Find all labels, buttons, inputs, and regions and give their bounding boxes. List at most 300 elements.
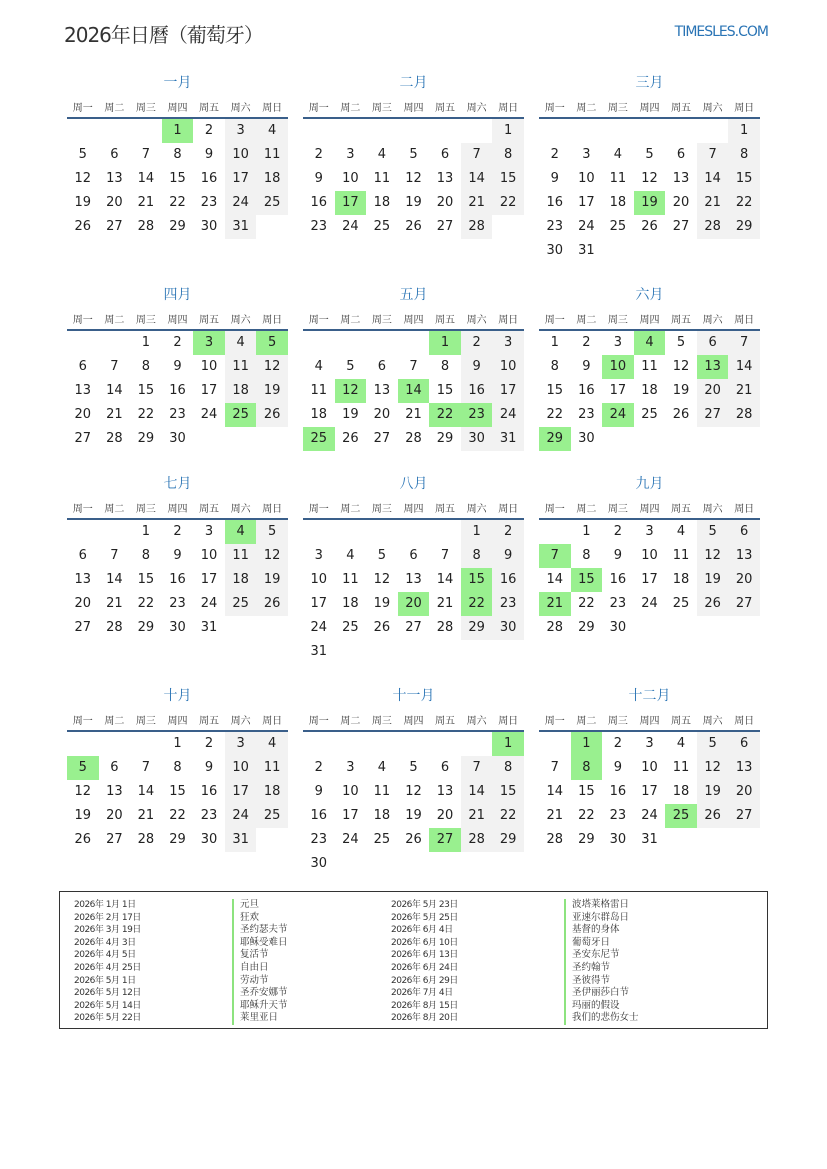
day-cell: 19 [672, 383, 690, 398]
day-cell: 27 [373, 431, 391, 446]
day-cell: 16 [169, 383, 186, 398]
holiday-name: 亚速尔群岛日 [564, 912, 639, 925]
day-cell: 13 [728, 756, 760, 780]
holiday-date: 2026年 6月 24日 [391, 962, 458, 973]
weekday-label: 周四 [403, 504, 424, 515]
day-cell: 2 [204, 123, 214, 138]
day-cell: 23 [578, 407, 595, 422]
day-cell: 13 [728, 544, 760, 568]
holiday-date: 2026年 4月 5日 [74, 950, 136, 961]
day-cell: 21 [546, 808, 564, 823]
day-cell: 3 [645, 524, 654, 539]
weekday-label: 周六 [702, 103, 723, 114]
day-cell: 25 [225, 592, 257, 616]
day-cell: 18 [672, 572, 690, 587]
day-cell: 4 [256, 119, 288, 143]
day-cell: 2 [582, 335, 591, 350]
weekday-label: 周二 [576, 103, 597, 114]
holiday-name: 基督的身体 [564, 924, 639, 937]
day-cell: 21 [461, 191, 493, 215]
holiday-date: 2026年 5月 12日 [74, 988, 141, 999]
holiday-date: 2026年 5月 1日 [74, 975, 136, 986]
day-cell: 7 [110, 548, 119, 563]
day-cell: 30 [461, 427, 493, 451]
day-cell: 9 [582, 359, 591, 374]
month-title: 五月 [399, 287, 428, 303]
weekday-label: 周一 [308, 716, 329, 727]
weekday-label: 周四 [167, 716, 188, 727]
holiday-dates-col-1 [74, 899, 141, 1025]
day-cell: 10 [225, 756, 257, 780]
day-cell: 8 [440, 359, 450, 374]
day-cell: 29 [436, 431, 454, 446]
day-cell: 24 [310, 620, 328, 635]
weekday-label: 周三 [371, 103, 392, 114]
month-title: 七月 [163, 476, 192, 492]
day-cell: 2 [461, 331, 493, 355]
day-cell: 12 [373, 572, 391, 587]
day-cell: 20 [74, 596, 92, 611]
day-cell: 26 [342, 431, 359, 446]
weekday-label: 周三 [135, 103, 156, 114]
holiday-name: 波塔莱格雷日 [564, 899, 639, 912]
day-cell: 23 [310, 832, 328, 847]
day-cell: 11 [256, 756, 288, 780]
day-cell: 17 [492, 379, 524, 403]
day-cell: 11 [609, 171, 627, 186]
weekday-label: 周日 [734, 103, 755, 114]
day-cell: 19 [405, 195, 422, 210]
day-cell: 17 [200, 383, 218, 398]
holiday-date: 2026年 5月 25日 [391, 912, 458, 923]
day-cell: 30 [310, 856, 328, 871]
day-cell: 2 [613, 524, 623, 539]
day-cell: 28 [697, 215, 729, 239]
weekday-label: 周六 [466, 716, 487, 727]
weekday-label: 周六 [702, 716, 723, 727]
day-cell: 20 [728, 568, 760, 592]
day-cell: 2 [314, 147, 323, 162]
day-cell: 21 [697, 191, 729, 215]
day-cell: 2 [613, 736, 623, 751]
weekday-label: 周三 [607, 103, 628, 114]
site-link[interactable]: TIMESLES.COM [674, 24, 768, 40]
day-cell: 8 [173, 760, 182, 775]
day-cell: 12 [641, 171, 658, 186]
day-cell: 20 [672, 195, 690, 210]
weekday-label: 周一 [72, 103, 93, 114]
weekday-label: 周二 [104, 315, 125, 326]
weekday-label: 周日 [262, 315, 283, 326]
day-cell: 31 [578, 243, 595, 258]
holiday-date: 2026年 2月 17日 [74, 912, 141, 923]
day-cell: 27 [106, 832, 123, 847]
day-cell: 17 [225, 780, 257, 804]
weekday-label: 周二 [340, 315, 361, 326]
day-cell: 29 [728, 215, 760, 239]
day-cell: 20 [398, 592, 430, 616]
month-title: 十月 [163, 688, 192, 704]
day-cell: 28 [546, 620, 564, 635]
day-cell: 12 [405, 784, 422, 799]
day-cell: 22 [492, 804, 524, 828]
day-cell: 4 [377, 760, 387, 775]
weekday-label: 周一 [308, 103, 329, 114]
weekday-label: 周五 [671, 315, 692, 326]
day-cell: 28 [137, 219, 155, 234]
day-cell: 20 [106, 808, 123, 823]
day-cell: 31 [225, 828, 257, 852]
day-cell: 25 [373, 832, 391, 847]
day-cell: 6 [110, 147, 119, 162]
day-cell: 7 [461, 143, 493, 167]
day-cell: 21 [436, 596, 454, 611]
holiday-name: 劳动节 [232, 975, 288, 988]
day-cell: 29 [169, 219, 186, 234]
day-cell: 8 [173, 147, 182, 162]
day-cell: 27 [429, 828, 461, 852]
day-cell: 2 [204, 736, 214, 751]
day-cell: 20 [74, 407, 92, 422]
day-cell: 1 [162, 119, 194, 143]
day-cell: 24 [641, 596, 658, 611]
weekday-label: 周四 [639, 504, 660, 515]
day-cell: 19 [634, 191, 666, 215]
weekday-label: 周五 [671, 103, 692, 114]
day-cell: 3 [346, 760, 355, 775]
weekday-label: 周一 [544, 315, 565, 326]
day-cell: 12 [74, 784, 92, 799]
day-cell: 29 [461, 616, 493, 640]
day-cell: 25 [342, 620, 359, 635]
day-cell: 10 [310, 572, 328, 587]
day-cell: 10 [578, 171, 595, 186]
day-cell: 16 [578, 383, 595, 398]
weekday-label: 周三 [135, 716, 156, 727]
day-cell: 22 [546, 407, 564, 422]
day-cell: 20 [697, 379, 729, 403]
day-cell: 3 [492, 331, 524, 355]
holiday-name: 莱里亚日 [232, 1012, 288, 1025]
day-cell: 11 [342, 572, 359, 587]
day-cell: 27 [697, 403, 729, 427]
day-cell: 22 [137, 407, 155, 422]
day-cell: 14 [137, 784, 155, 799]
day-cell: 11 [672, 548, 690, 563]
day-cell: 2 [492, 520, 524, 544]
day-cell: 30 [546, 243, 564, 258]
day-cell: 9 [204, 147, 214, 162]
day-cell: 8 [550, 359, 559, 374]
day-cell: 15 [169, 171, 186, 186]
weekday-label: 周五 [199, 315, 220, 326]
weekday-label: 周五 [199, 716, 220, 727]
day-cell: 16 [492, 568, 524, 592]
weekday-label: 周日 [734, 315, 755, 326]
weekday-label: 周六 [466, 504, 487, 515]
day-cell: 17 [342, 808, 359, 823]
weekday-label: 周二 [104, 504, 125, 515]
day-cell: 11 [225, 544, 257, 568]
day-cell: 26 [405, 832, 422, 847]
day-cell: 19 [373, 596, 391, 611]
day-cell: 23 [546, 219, 564, 234]
day-cell: 2 [173, 524, 182, 539]
weekday-label: 周三 [135, 315, 156, 326]
holiday-date: 2026年 5月 14日 [74, 1000, 141, 1011]
day-cell: 17 [578, 195, 595, 210]
day-cell: 29 [137, 620, 155, 635]
day-cell: 22 [137, 596, 155, 611]
day-cell: 20 [728, 780, 760, 804]
day-cell: 26 [256, 592, 288, 616]
month-block [67, 473, 288, 673]
day-cell: 18 [256, 167, 288, 191]
day-cell: 8 [728, 143, 760, 167]
day-cell: 11 [373, 784, 391, 799]
day-cell: 19 [697, 780, 729, 804]
day-cell: 14 [461, 780, 493, 804]
day-cell: 5 [377, 548, 387, 563]
day-cell: 8 [141, 359, 151, 374]
day-cell: 14 [728, 355, 760, 379]
day-cell: 26 [256, 403, 288, 427]
day-cell: 25 [672, 596, 690, 611]
day-cell: 22 [429, 403, 461, 427]
day-cell: 22 [169, 808, 186, 823]
day-cell: 1 [582, 524, 591, 539]
day-cell: 20 [436, 808, 454, 823]
page-title: 2026年日曆（葡萄牙） [64, 23, 263, 47]
weekday-label: 周四 [639, 716, 660, 727]
day-cell: 29 [578, 832, 595, 847]
month-block [67, 284, 288, 484]
holiday-date: 2026年 1月 1日 [74, 900, 136, 910]
header-rule [303, 117, 524, 119]
day-cell: 18 [609, 195, 627, 210]
day-cell: 20 [436, 195, 454, 210]
weekday-label: 周五 [199, 103, 220, 114]
day-cell: 6 [78, 548, 87, 563]
day-cell: 27 [74, 620, 92, 635]
day-cell: 31 [200, 620, 218, 635]
day-cell: 10 [602, 355, 634, 379]
weekday-label: 周四 [639, 315, 660, 326]
holiday-date: 2026年 6月 10日 [391, 937, 458, 948]
holiday-date: 2026年 4月 3日 [74, 937, 136, 948]
day-cell: 19 [342, 407, 359, 422]
holiday-name: 圣安东尼节 [564, 949, 639, 962]
weekday-label: 周六 [466, 315, 487, 326]
day-cell: 2 [314, 760, 323, 775]
day-cell: 24 [225, 804, 257, 828]
holiday-name: 圣约翰节 [564, 962, 639, 975]
day-cell: 5 [409, 147, 418, 162]
day-cell: 13 [106, 171, 123, 186]
day-cell: 15 [578, 784, 595, 799]
day-cell: 14 [697, 167, 729, 191]
day-cell: 24 [342, 219, 359, 234]
weekday-label: 周一 [544, 716, 565, 727]
day-cell: 21 [728, 379, 760, 403]
day-cell: 24 [342, 832, 359, 847]
day-cell: 7 [141, 147, 151, 162]
holiday-date: 2026年 5月 22日 [74, 1013, 141, 1024]
month-title: 十一月 [392, 688, 435, 704]
day-cell: 18 [342, 596, 359, 611]
day-cell: 1 [141, 335, 151, 350]
day-cell: 6 [440, 760, 450, 775]
day-cell: 23 [492, 592, 524, 616]
holiday-list [59, 891, 768, 1029]
weekday-label: 周日 [734, 504, 755, 515]
holiday-name: 圣彼得节 [564, 975, 639, 988]
day-cell: 23 [169, 407, 186, 422]
day-cell: 5 [645, 147, 654, 162]
day-cell: 25 [303, 427, 335, 451]
day-cell: 21 [106, 596, 123, 611]
holiday-date: 2026年 6月 13日 [391, 950, 458, 961]
day-cell: 16 [609, 784, 627, 799]
day-cell: 8 [141, 548, 151, 563]
day-cell: 5 [256, 520, 288, 544]
month-block [67, 685, 288, 885]
day-cell: 27 [728, 592, 760, 616]
weekday-label: 周一 [544, 103, 565, 114]
day-cell: 18 [672, 784, 690, 799]
day-cell: 28 [436, 620, 454, 635]
day-cell: 20 [106, 195, 123, 210]
day-cell: 9 [173, 359, 182, 374]
day-cell: 4 [346, 548, 355, 563]
weekday-label: 周三 [135, 504, 156, 515]
weekday-label: 周四 [167, 315, 188, 326]
holiday-date: 2026年 7月 4日 [391, 988, 453, 999]
day-cell: 29 [137, 431, 155, 446]
day-cell: 4 [676, 524, 686, 539]
weekday-label: 周四 [403, 103, 424, 114]
day-cell: 13 [436, 784, 454, 799]
day-cell: 14 [106, 572, 123, 587]
holiday-date: 2026年 8月 20日 [391, 1013, 458, 1024]
weekday-label: 周四 [167, 504, 188, 515]
day-cell: 16 [609, 572, 627, 587]
holiday-name: 狂欢 [232, 912, 288, 925]
day-cell: 15 [492, 780, 524, 804]
weekday-label: 周三 [607, 504, 628, 515]
holiday-name: 耶稣升天节 [232, 1000, 288, 1013]
day-cell: 7 [440, 548, 450, 563]
day-cell: 9 [314, 171, 323, 186]
day-cell: 25 [641, 407, 658, 422]
day-cell: 22 [169, 195, 186, 210]
month-block [539, 685, 760, 885]
day-cell: 28 [137, 832, 155, 847]
day-cell: 16 [200, 784, 218, 799]
weekday-label: 周六 [702, 315, 723, 326]
day-cell: 23 [200, 808, 218, 823]
day-cell: 22 [461, 592, 493, 616]
day-cell: 15 [492, 167, 524, 191]
day-cell: 5 [697, 732, 729, 756]
weekday-label: 周五 [199, 504, 220, 515]
day-cell: 14 [106, 383, 123, 398]
day-cell: 6 [440, 147, 450, 162]
day-cell: 27 [728, 804, 760, 828]
day-cell: 7 [110, 359, 119, 374]
day-cell: 12 [256, 355, 288, 379]
day-cell: 4 [613, 147, 623, 162]
day-cell: 10 [342, 784, 359, 799]
day-cell: 11 [310, 383, 328, 398]
day-cell: 3 [314, 548, 323, 563]
weekday-label: 周三 [371, 315, 392, 326]
month-block [303, 685, 524, 885]
day-cell: 28 [461, 828, 493, 852]
day-cell: 21 [137, 808, 155, 823]
day-cell: 4 [256, 732, 288, 756]
day-cell: 24 [641, 808, 658, 823]
weekday-label: 周日 [498, 504, 519, 515]
holiday-name: 自由日 [232, 962, 288, 975]
day-cell: 1 [571, 732, 603, 756]
weekday-label: 周三 [371, 716, 392, 727]
day-cell: 23 [609, 596, 627, 611]
day-cell: 23 [609, 808, 627, 823]
holiday-date: 2026年 5月 23日 [391, 900, 458, 910]
day-cell: 24 [200, 407, 218, 422]
month-title: 九月 [635, 476, 664, 492]
day-cell: 4 [225, 520, 257, 544]
weekday-label: 周日 [734, 716, 755, 727]
day-cell: 11 [672, 760, 690, 775]
weekday-label: 周日 [262, 103, 283, 114]
day-cell: 23 [169, 596, 186, 611]
day-cell: 12 [74, 171, 92, 186]
day-cell: 16 [200, 171, 218, 186]
day-cell: 7 [728, 331, 760, 355]
day-cell: 13 [697, 355, 729, 379]
day-cell: 8 [492, 143, 524, 167]
weekday-label: 周五 [435, 504, 456, 515]
day-cell: 17 [609, 383, 627, 398]
day-cell: 9 [613, 548, 623, 563]
weekday-label: 周六 [230, 315, 251, 326]
day-cell: 16 [546, 195, 564, 210]
day-cell: 1 [173, 736, 182, 751]
day-cell: 30 [609, 620, 627, 635]
day-cell: 31 [641, 832, 658, 847]
day-cell: 18 [373, 808, 391, 823]
holiday-dates-col-2 [391, 899, 458, 1025]
weekday-label: 周二 [576, 716, 597, 727]
day-cell: 5 [67, 756, 99, 780]
day-cell: 10 [200, 548, 218, 563]
day-cell: 1 [492, 732, 524, 756]
month-block [303, 72, 524, 272]
month-block [539, 284, 760, 484]
day-cell: 30 [169, 620, 186, 635]
day-cell: 6 [409, 548, 418, 563]
day-cell: 12 [256, 544, 288, 568]
month-title: 十二月 [628, 688, 671, 704]
weekday-label: 周二 [340, 103, 361, 114]
day-cell: 21 [405, 407, 422, 422]
day-cell: 22 [492, 191, 524, 215]
calendar-grid [67, 72, 760, 882]
day-cell: 25 [665, 804, 697, 828]
weekday-label: 周六 [702, 504, 723, 515]
